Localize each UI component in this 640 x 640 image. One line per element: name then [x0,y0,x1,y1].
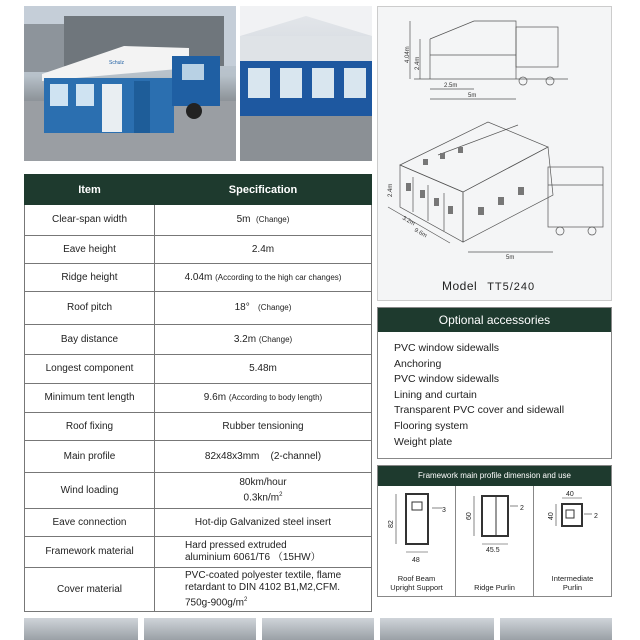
row-value: Hot-dip Galvanized steel insert [155,509,372,537]
accessories-list [378,332,611,450]
tent-drawings [378,7,613,277]
dim-w: 48 [412,557,420,564]
row-value: 5m (Change) [155,205,372,236]
list-item: Weight plate [394,435,453,448]
bottom-photo-2 [144,618,256,640]
photo-truck-tent [24,6,236,161]
row-value: 9.6m (According to body length) [155,384,372,413]
list-item: Anchoring [394,357,442,370]
row-label: Main profile [25,441,155,473]
framework-title: Framework main profile dimension and use [378,466,611,486]
truck-tent-illustration [24,6,236,161]
profile-intermediate-purlin [534,486,611,596]
row-value: 18° (Change) [155,292,372,325]
row-value: 3.2m (Change) [155,325,372,355]
row-value: 4.04m (According to the high car changes) [155,264,372,292]
list-item: Flooring system [394,419,469,432]
row-label: Clear-span width [25,205,155,236]
dim-h: 82 [388,520,395,528]
framework-profile-panel [377,465,612,597]
row-label: Framework material [25,537,155,568]
dim-w: 40 [566,491,574,498]
window-panels [406,147,524,215]
row-value: 5.48m [155,355,372,384]
table-row [25,413,372,441]
intermediate-purlin-profile-icon [534,486,612,566]
row-label: Eave connection [25,509,155,537]
dim-h: 40 [548,512,555,520]
table-row [25,236,372,264]
table-row [25,205,372,236]
table-row [25,384,372,413]
model-code: TT5/240 [487,281,536,293]
side-view-drawing [410,21,568,99]
row-label: Wind loading [25,473,155,509]
profile-roof-beam [378,486,456,596]
ridge-purlin-profile-icon [456,486,534,566]
row-value: Hard pressed extruded aluminium 6061/T6 （15HW） [155,537,372,568]
row-label: Cover material [25,568,155,612]
profile-caption: Roof Beam Upright Support [390,574,443,592]
list-item: PVC window sidewalls [394,342,500,354]
dim-t: 2 [520,505,524,512]
dim-h: 60 [466,512,473,520]
row-label: Roof fixing [25,413,155,441]
row-value: 2.4m [155,236,372,264]
dim-eave: 2.4m [415,56,421,70]
row-value: PVC-coated polyester textile, flame retardant to DIN 4102 B1,M2,CFM. $750g-900g/m^2$ [155,568,372,612]
specification-table [24,174,372,612]
dim-t: 3 [442,507,446,514]
interior-illustration [240,6,372,161]
dim-iso-height: 2.4m [388,183,394,197]
header-specification: Specification [155,175,372,205]
dim-iso-width: 5m [506,255,515,261]
bottom-photo-5 [500,618,612,640]
row-label: Roof pitch [25,292,155,325]
row-value: 80km/hour $0.3kn/m^2$ [155,473,372,509]
profile-caption: Intermediate Purlin [551,574,594,592]
profile-ridge-purlin [456,486,534,596]
technical-drawing [377,6,612,301]
optional-accessories-title: Optional accessories [378,308,611,332]
table-row [25,441,372,473]
tent-brand-text: Schulz [109,60,125,66]
list-item: PVC window sidewalls [394,373,500,386]
row-label: Bay distance [25,325,155,355]
bottom-photo-1 [24,618,138,640]
table-row [25,473,372,509]
row-label: Minimum tent length [25,384,155,413]
table-row [25,537,372,568]
bottom-photo-3 [262,618,374,640]
row-label: Eave height [25,236,155,264]
dim-iso-length: 9.6m [413,227,428,240]
model-label: Model TT5/240 [442,279,536,293]
dim-iso-bay: 3.2m [401,215,416,228]
dim-half-width: 2.5m [444,83,458,89]
header-item: Item [25,175,155,205]
dim-t: 2 [594,513,598,520]
table-row [25,355,372,384]
table-row [25,292,372,325]
dim-width: 5m [468,93,477,99]
photo-tent-interior [240,6,372,161]
table-row [25,264,372,292]
list-item: Transparent PVC cover and sidewall [394,404,565,417]
optional-accessories-panel [377,307,612,459]
spec-header-row [25,175,372,205]
row-value: 82x48x3mm (2-channel) [155,441,372,473]
dim-w: 45.5 [486,547,500,554]
bottom-photo-4 [380,618,494,640]
row-label: Ridge height [25,264,155,292]
table-row [25,568,372,612]
row-value: Rubber tensioning [155,413,372,441]
profile-caption: Ridge Purlin [474,583,515,592]
roof-beam-profile-icon [378,486,456,566]
table-row [25,325,372,355]
row-label: Longest component [25,355,155,384]
list-item: Lining and curtain [394,388,477,401]
table-row [25,509,372,537]
dim-total-height: 4.04m [405,46,411,63]
